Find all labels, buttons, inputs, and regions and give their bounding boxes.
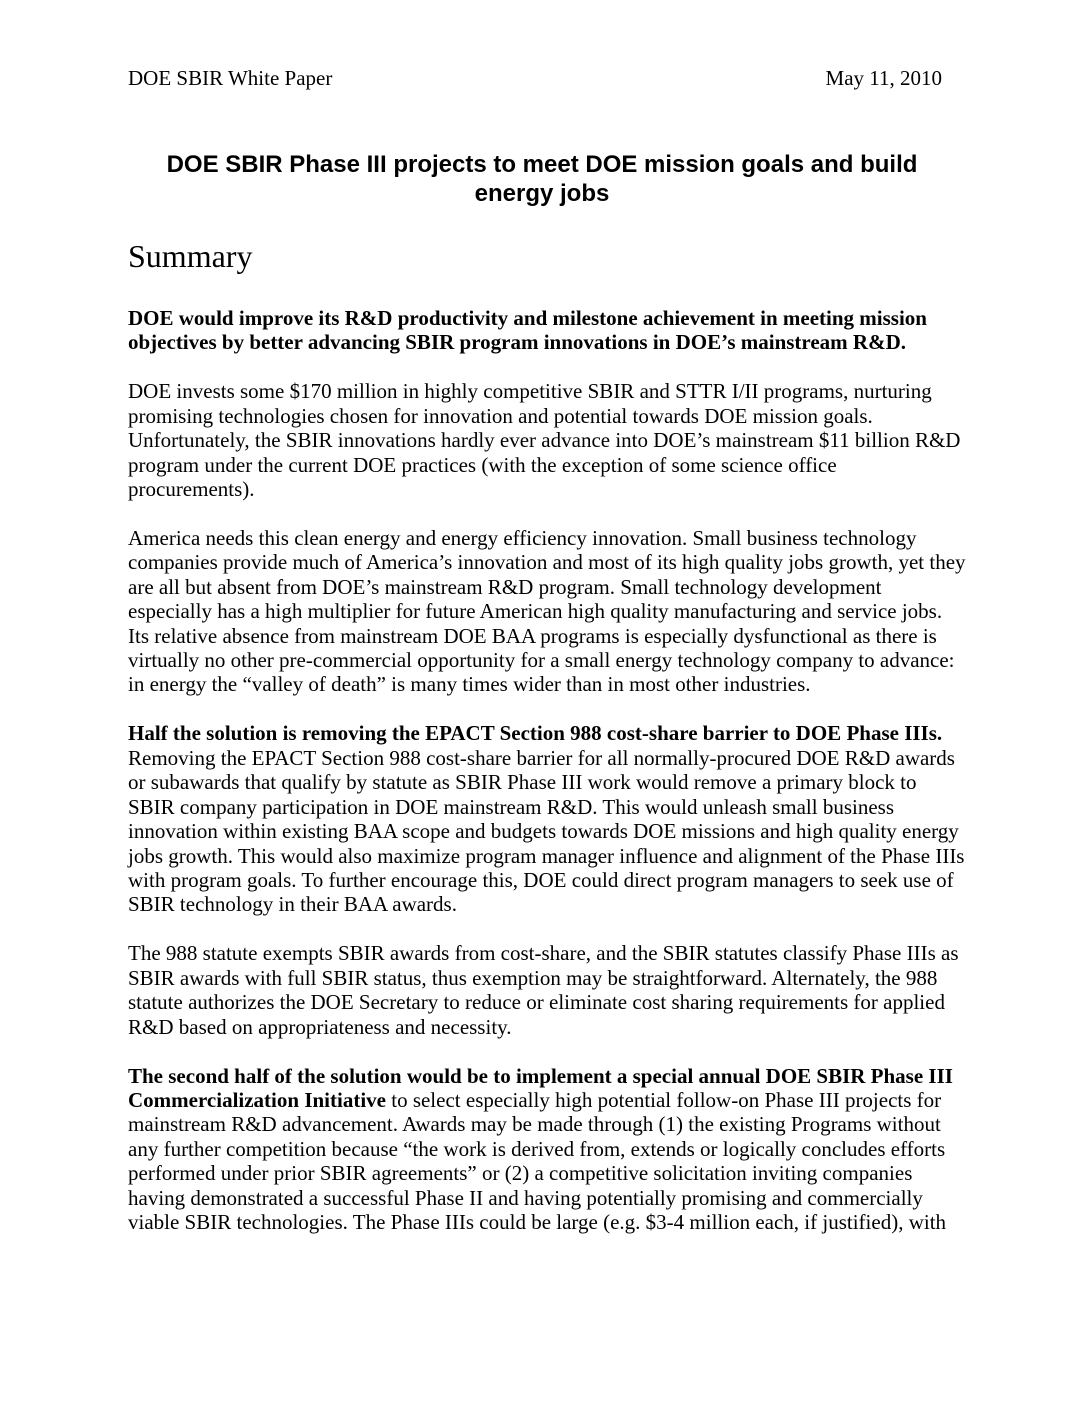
paragraph-second-half-lead: The second half of the solution would be to implement a special annual DOE SBIR Phase III Commercialization Initiative <box>128 1063 953 1112</box>
header-date: May 11, 2010 <box>825 66 942 90</box>
paragraph-investment: DOE invests some $170 million in highly competitive SBIR and STTR I/II programs, nurturing promising technologies chosen for innovation and potential towards DOE mission goals. Unfortunately, the SBIR innovations hardly ever advance into DOE’s mainstream $11 billion R&D program under the current DOE practices (with the exception of some science office procurements). <box>128 379 961 502</box>
header-title: DOE SBIR White Paper <box>128 66 333 90</box>
paragraph-cost-share-text: Removing the EPACT Section 988 cost-share barrier for all normally-procured DOE R&D awards or subawards that qualify by statute as SBIR Phase III work would remove a primary block to SBIR company participation in DOE mainstream R&D. This would unleash small business innovation within existing BAA scope and budgets towards DOE missions and high quality energy jobs growth. This would also maximize program manager influence and alignment of the Phase IIIs with program goals. To further encourage this, DOE could direct program managers to seek use of SBIR technology in their BAA awards. <box>128 745 965 917</box>
paragraph-988-statute: The 988 statute exempts SBIR awards from cost-share, and the SBIR statutes classify Phase IIIs as SBIR awards with full SBIR status, thus exemption may be straightforward. Alternately, the 988 statute authorizes the DOE Secretary to reduce or eliminate cost sharing requirements for applied R&D based on appropriateness and necessity. <box>128 941 959 1039</box>
paragraph-cost-share-lead: Half the solution is removing the EPACT Section 988 cost-share barrier to DOE Phase IIIs. <box>128 721 943 746</box>
document-body <box>128 306 968 1259</box>
paragraph-america-needs: America needs this clean energy and energy efficiency innovation. Small business technology companies provide much of America’s innovation and most of its high quality jobs growth, yet they are all but absent from DOE’s mainstream R&D program. Small technology development especially has a high multiplier for future American high quality manufacturing and service jobs. Its relative absence from mainstream DOE BAA programs is especially dysfunctional as there is virtually no other pre-commercial opportunity for a small energy technology company to advance: in energy the “valley of death” is many times wider than in most other industries. <box>128 526 966 697</box>
paragraph-intro: DOE would improve its R&D productivity and milestone achievement in meeting mission objectives by better advancing SBIR program innovations in DOE’s mainstream R&D. <box>128 306 927 355</box>
section-heading-summary: Summary <box>128 238 253 274</box>
document-title: DOE SBIR Phase III projects to meet DOE mission goals and build energy jobs <box>166 151 918 207</box>
paragraph-second-half-text: to select especially high potential follow-on Phase III projects for mainstream R&D advancement. Awards may be made through (1) the existing Programs without any further competition because “the work is derived from, extends or logically concludes efforts performed under prior SBIR agreements” or (2) a competitive solicitation inviting companies having demonstrated a successful Phase II and having potentially promising and commercially viable SBIR technologies. The Phase IIIs could be large (e.g. $3-4 million each, if justified), with <box>128 1087 947 1234</box>
paragraph-cost-share <box>128 721 968 916</box>
page-header <box>128 66 942 90</box>
paragraph-second-half <box>128 1064 968 1235</box>
